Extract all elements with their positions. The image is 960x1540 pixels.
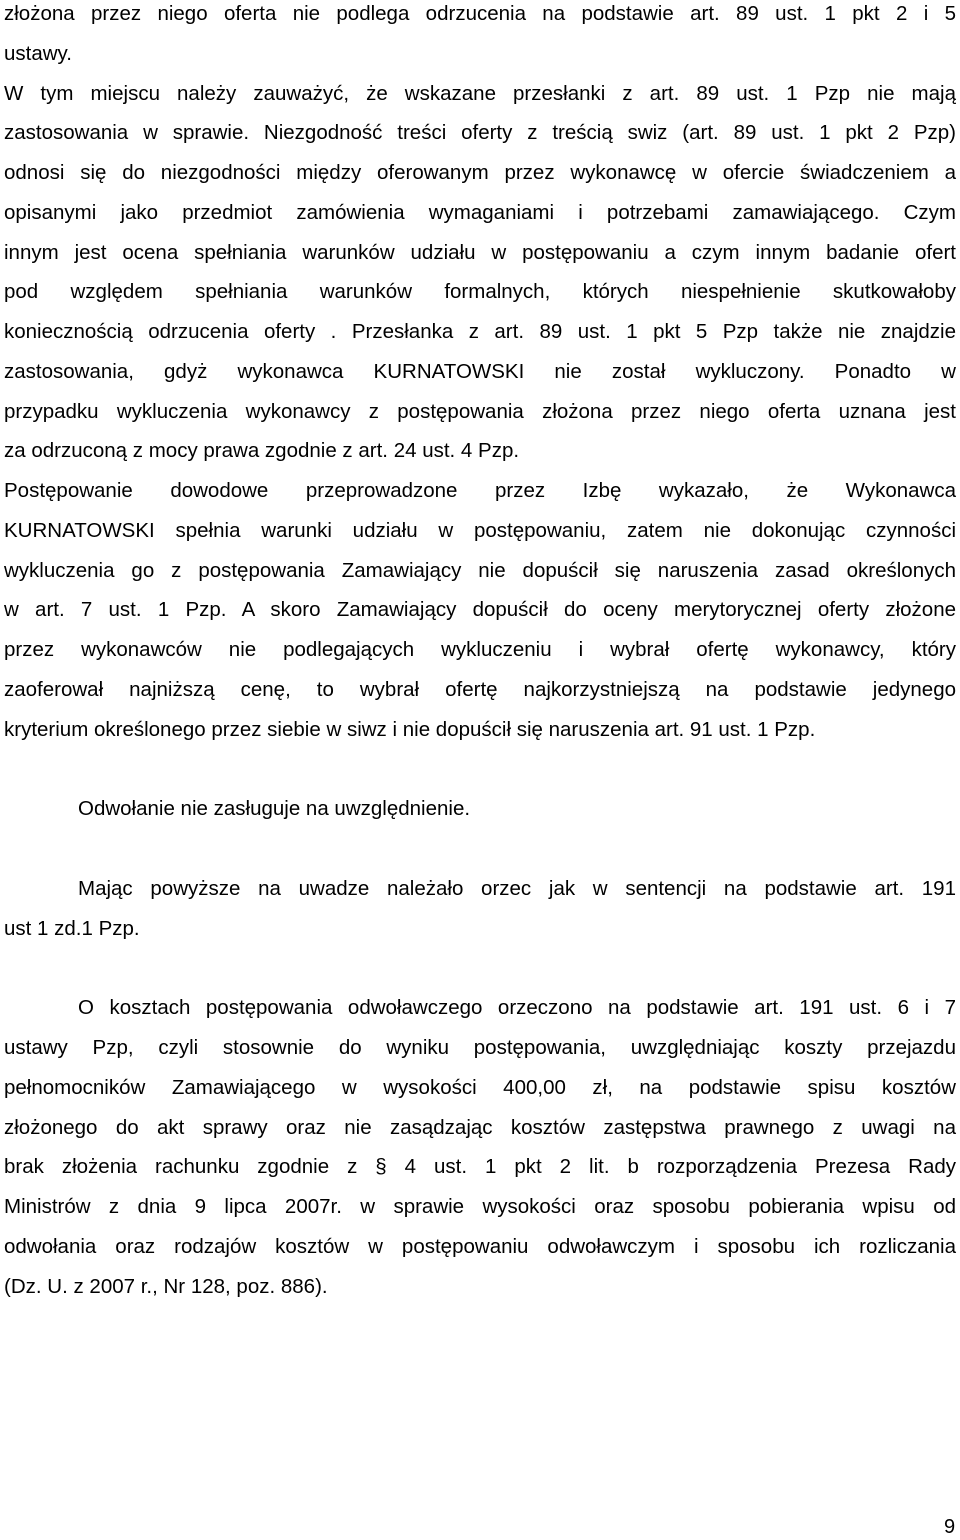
text-line: Ministrów z dnia 9 lipca 2007r. w sprawie wysokości oraz sposobu pobierania wpisu od bbox=[4, 1195, 956, 1218]
text-line: Mając powyższe na uwadze należało orzec jak w sentencji na podstawie art. 191 bbox=[78, 877, 956, 900]
text-line: Odwołanie nie zasługuje na uwzględnienie. bbox=[78, 797, 471, 820]
text-line: za odrzuconą z mocy prawa zgodnie z art. 24 ust. 4 Pzp. bbox=[4, 439, 520, 462]
text-line: ust 1 zd.1 Pzp. bbox=[4, 917, 140, 940]
text-line: ustawy Pzp, czyli stosownie do wyniku postępowania, uwzględniając koszty przejazdu bbox=[4, 1036, 956, 1059]
text-line: koniecznością odrzucenia oferty . Przesłanka z art. 89 ust. 1 pkt 5 Pzp także nie znajdzie bbox=[4, 320, 956, 343]
text-line: ustawy. bbox=[4, 42, 72, 65]
text-line: Postępowanie dowodowe przeprowadzone przez Izbę wykazało, że Wykonawca bbox=[4, 479, 956, 502]
text-line: opisanymi jako przedmiot zamówienia wymaganiami i potrzebami zamawiającego. Czym bbox=[4, 201, 956, 224]
text-line: w art. 7 ust. 1 Pzp. A skoro Zamawiający dopuścił do oceny merytorycznej oferty złożone bbox=[4, 598, 956, 621]
page-number: 9 bbox=[944, 1516, 956, 1538]
text-line: przypadku wykluczenia wykonawcy z postępowania złożona przez niego oferta uznana jest bbox=[4, 400, 956, 423]
text-line: KURNATOWSKI spełnia warunki udziału w postępowaniu, zatem nie dokonując czynności bbox=[4, 519, 956, 542]
text-line: zastosowania w sprawie. Niezgodność treści oferty z treścią swiz (art. 89 ust. 1 pkt 2 Pzp) bbox=[4, 121, 956, 144]
text-line: wykluczenia go z postępowania Zamawiający nie dopuścił się naruszenia zasad określonych bbox=[4, 559, 956, 582]
text-line: zastosowania, gdyż wykonawca KURNATOWSKI nie został wykluczony. Ponadto w bbox=[4, 360, 956, 383]
text-line: zaoferował najniższą cenę, to wybrał ofertę najkorzystniejszą na podstawie jedynego bbox=[4, 678, 956, 701]
text-line: kryterium określonego przez siebie w siwz i nie dopuścił się naruszenia art. 91 ust. 1 Pzp. bbox=[4, 718, 816, 741]
text-line: pełnomocników Zamawiającego w wysokości 400,00 zł, na podstawie spisu kosztów bbox=[4, 1076, 956, 1099]
text-line: W tym miejscu należy zauważyć, że wskazane przesłanki z art. 89 ust. 1 Pzp nie mają bbox=[4, 82, 956, 105]
text-line: innym jest ocena spełniania warunków udziału w postępowaniu a czym innym badanie ofert bbox=[4, 241, 956, 264]
text-line: brak złożenia rachunku zgodnie z § 4 ust. 1 pkt 2 lit. b rozporządzenia Prezesa Rady bbox=[4, 1155, 956, 1178]
text-line: przez wykonawców nie podlegających wykluczeniu i wybrał ofertę wykonawcy, który bbox=[4, 638, 956, 661]
text-line: złożona przez niego oferta nie podlega odrzucenia na podstawie art. 89 ust. 1 pkt 2 i 5 bbox=[4, 2, 956, 25]
text-line: O kosztach postępowania odwoławczego orzeczono na podstawie art. 191 ust. 6 i 7 bbox=[78, 996, 956, 1019]
text-line: złożonego do akt sprawy oraz nie zasądzając kosztów zastępstwa prawnego z uwagi na bbox=[4, 1116, 956, 1139]
text-line: (Dz. U. z 2007 r., Nr 128, poz. 886). bbox=[4, 1275, 328, 1298]
text-line: odnosi się do niezgodności między oferowanym przez wykonawcę w ofercie świadczeniem a bbox=[4, 161, 956, 184]
text-line: odwołania oraz rodzajów kosztów w postępowaniu odwoławczym i sposobu ich rozliczania bbox=[4, 1235, 956, 1258]
text-line: pod względem spełniania warunków formalnych, których niespełnienie skutkowałoby bbox=[4, 280, 956, 303]
